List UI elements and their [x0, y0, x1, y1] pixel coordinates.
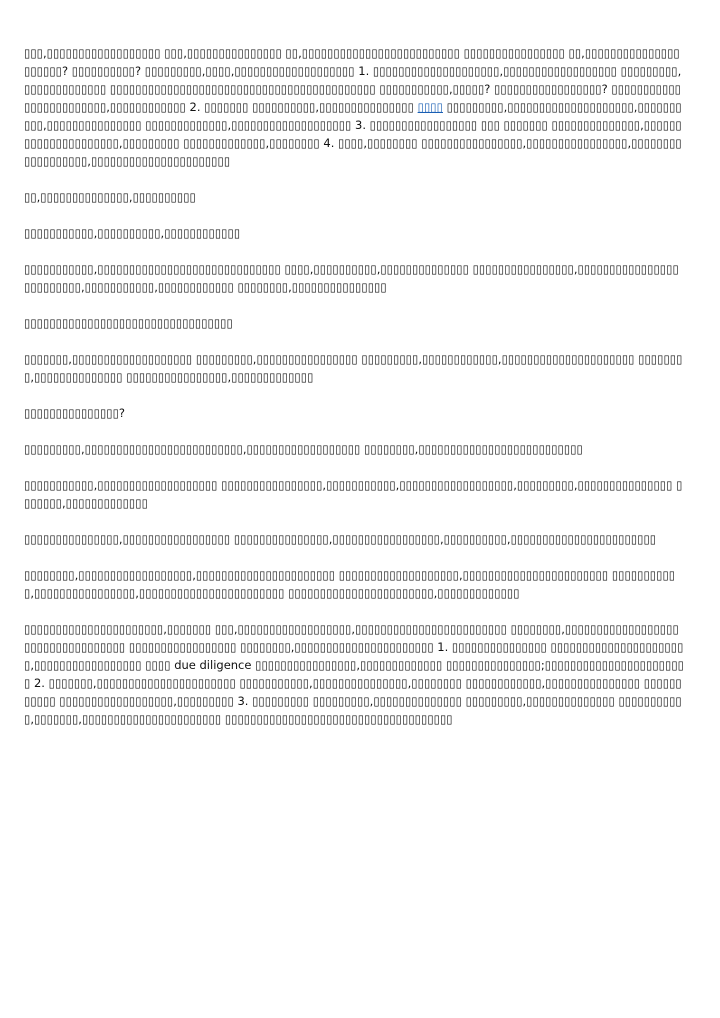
paragraph-8: ▯▯▯▯▯▯▯▯▯,▯▯▯▯▯▯▯▯▯▯▯▯▯▯▯▯▯▯▯▯▯▯▯▯▯,▯▯▯▯▯▯▯▯▯▯▯▯▯▯▯▯▯▯ ▯▯▯▯▯▯▯▯,▯▯▯▯▯▯▯▯▯▯▯▯▯▯▯▯▯▯▯▯▯▯▯▯▯▯	[24, 442, 583, 456]
document-body	[24, 44, 684, 746]
paragraph-9: ▯▯▯▯▯▯▯▯▯▯▯,▯▯▯▯▯▯▯▯▯▯▯▯▯▯▯▯▯▯▯ ▯▯▯▯▯▯▯▯▯▯▯▯▯▯▯▯,▯▯▯▯▯▯▯▯▯▯▯,▯▯▯▯▯▯▯▯▯▯▯▯▯▯▯▯▯▯,▯▯▯▯▯▯▯▯▯,▯▯▯▯▯▯▯▯▯▯▯▯▯▯▯ ▯▯▯▯▯▯▯,▯▯▯▯▯▯▯▯▯▯▯▯▯	[24, 478, 683, 510]
paragraph-2: ▯▯,▯▯▯▯▯▯▯▯▯▯▯▯▯▯,▯▯▯▯▯▯▯▯▯▯	[24, 190, 196, 204]
paragraph-3: ▯▯▯▯▯▯▯▯▯▯▯,▯▯▯▯▯▯▯▯▯▯,▯▯▯▯▯▯▯▯▯▯▯▯	[24, 226, 241, 240]
paragraph-1	[24, 44, 684, 170]
paragraph-6: ▯▯▯▯▯▯▯,▯▯▯▯▯▯▯▯▯▯▯▯▯▯▯▯▯▯▯ ▯▯▯▯▯▯▯▯▯,▯▯▯▯▯▯▯▯▯▯▯▯▯▯▯▯ ▯▯▯▯▯▯▯▯▯,▯▯▯▯▯▯▯▯▯▯▯▯,▯▯▯▯▯▯▯▯▯▯▯▯▯▯▯▯▯▯▯▯▯ ▯▯▯▯▯▯▯▯,▯▯▯▯▯▯▯▯▯▯▯▯▯▯ ▯▯▯▯▯▯▯▯▯▯▯▯▯▯▯▯,▯▯▯▯▯▯▯▯▯▯▯▯▯	[24, 352, 683, 384]
paragraph-5: ▯▯▯▯▯▯▯▯▯▯▯▯▯▯▯▯▯▯▯▯▯▯▯▯▯▯▯▯▯▯▯▯▯	[24, 316, 233, 330]
paragraph-11: ▯▯▯▯▯▯▯▯,▯▯▯▯▯▯▯▯▯▯▯▯▯▯▯▯▯▯,▯▯▯▯▯▯▯▯▯▯▯▯▯▯▯▯▯▯▯▯▯▯ ▯▯▯▯▯▯▯▯▯▯▯▯▯▯▯▯▯▯▯,▯▯▯▯▯▯▯▯▯▯▯▯▯▯▯▯▯▯▯▯▯▯▯ ▯▯▯▯▯▯▯▯▯▯▯,▯▯▯▯▯▯▯▯▯▯▯▯▯▯▯▯,▯▯▯▯▯▯▯▯▯▯▯▯▯▯▯▯▯▯▯▯▯▯▯ ▯▯▯▯▯▯▯▯▯▯▯▯▯▯▯▯▯▯▯▯▯▯▯,▯▯▯▯▯▯▯▯▯▯▯▯▯	[24, 568, 676, 600]
paragraph-10: ▯▯▯▯▯▯▯▯▯▯▯▯▯▯▯,▯▯▯▯▯▯▯▯▯▯▯▯▯▯▯▯▯ ▯▯▯▯▯▯▯▯▯▯▯▯▯▯▯,▯▯▯▯▯▯▯▯▯▯▯▯▯▯▯▯▯,▯▯▯▯▯▯▯▯▯▯,▯▯▯▯▯▯▯▯▯▯▯▯▯▯▯▯▯▯▯▯▯▯▯	[24, 532, 657, 546]
inline-link[interactable]: ▯▯▯▯	[417, 100, 443, 114]
paragraph-4: ▯▯▯▯▯▯▯▯▯▯▯,▯▯▯▯▯▯▯▯▯▯▯▯▯▯▯▯▯▯▯▯▯▯▯▯▯▯▯▯▯ ▯▯▯▯,▯▯▯▯▯▯▯▯▯▯,▯▯▯▯▯▯▯▯▯▯▯▯▯▯ ▯▯▯▯▯▯▯▯▯▯▯▯▯▯▯▯,▯▯▯▯▯▯▯▯▯▯▯▯▯▯▯▯▯▯▯▯▯▯▯▯▯,▯▯▯▯▯▯▯▯▯▯▯,▯▯▯▯▯▯▯▯▯▯▯▯ ▯▯▯▯▯▯▯▯,▯▯▯▯▯▯▯▯▯▯▯▯▯▯▯	[24, 262, 679, 294]
paragraph-1-text-a: ▯▯▯,▯▯▯▯▯▯▯▯▯▯▯▯▯▯▯▯▯▯ ▯▯▯,▯▯▯▯▯▯▯▯▯▯▯▯▯▯▯ ▯▯,▯▯▯▯▯▯▯▯▯▯▯▯▯▯▯▯▯▯▯▯▯▯▯▯▯ ▯▯▯▯▯▯▯▯▯▯▯▯▯▯▯▯ ▯▯,▯▯▯▯▯▯▯▯▯▯▯▯▯▯▯▯▯▯▯▯▯? ▯▯▯▯▯▯▯▯▯▯? ▯▯▯▯▯▯▯▯▯,▯▯▯▯,▯▯▯▯▯▯▯▯▯▯▯▯▯▯▯▯▯▯▯ 1. ▯▯▯▯▯▯▯▯▯▯▯▯▯▯▯▯▯▯▯▯,▯▯▯▯▯▯▯▯▯▯▯▯▯▯▯▯▯▯ ▯▯▯▯▯▯▯▯▯,▯▯▯▯▯▯▯▯▯▯▯▯▯ ▯▯▯▯▯▯▯▯▯▯▯▯▯▯▯▯▯▯▯▯▯▯▯▯▯▯▯▯▯▯▯▯▯▯▯▯▯▯▯▯▯▯ ▯▯▯▯▯▯▯▯▯▯▯,▯▯▯▯▯? ▯▯▯▯▯▯▯▯▯▯▯▯▯▯▯▯▯? ▯▯▯▯▯▯▯▯▯▯▯▯▯▯▯▯▯▯▯▯▯▯▯▯,▯▯▯▯▯▯▯▯▯▯▯▯ 2. ▯▯▯▯▯▯▯ ▯▯▯▯▯▯▯▯▯▯,▯▯▯▯▯▯▯▯▯▯▯▯▯▯▯	[24, 46, 682, 114]
paragraph-7: ▯▯▯▯▯▯▯▯▯▯▯▯▯▯▯?	[24, 406, 126, 420]
paragraph-12: ▯▯▯▯▯▯▯▯▯▯▯▯▯▯▯▯▯▯▯▯▯▯,▯▯▯▯▯▯▯ ▯▯▯,▯▯▯▯▯▯▯▯▯▯▯▯▯▯▯▯▯▯,▯▯▯▯▯▯▯▯▯▯▯▯▯▯▯▯▯▯▯▯▯▯▯▯ ▯▯▯▯▯▯▯▯,▯▯▯▯▯▯▯▯▯▯▯▯▯▯▯▯▯▯▯▯▯▯▯▯▯▯▯▯▯▯▯▯▯▯ ▯▯▯▯▯▯▯▯▯▯▯▯▯▯▯▯▯ ▯▯▯▯▯▯▯▯,▯▯▯▯▯▯▯▯▯▯▯▯▯▯▯▯▯▯▯▯▯▯ 1. ▯▯▯▯▯▯▯▯▯▯▯▯▯▯▯ ▯▯▯▯▯▯▯▯▯▯▯▯▯▯▯▯▯▯▯▯▯▯,▯▯▯▯▯▯▯▯▯▯▯▯▯▯▯▯▯ ▯▯▯▯ due diligence ▯▯▯▯▯▯▯▯▯▯▯▯▯▯▯▯,▯▯▯▯▯▯▯▯▯▯▯▯▯ ▯▯▯▯▯▯▯▯▯▯▯▯▯▯▯;▯▯▯▯▯▯▯▯▯▯▯▯▯▯▯▯▯▯▯▯▯▯▯ 2. ▯▯▯▯▯▯▯,▯▯▯▯▯▯▯▯▯▯▯▯▯▯▯▯▯▯▯▯▯▯ ▯▯▯▯▯▯▯▯▯▯▯,▯▯▯▯▯▯▯▯▯▯▯▯▯▯▯,▯▯▯▯▯▯▯▯ ▯▯▯▯▯▯▯▯▯▯▯▯,▯▯▯▯▯▯▯▯▯▯▯▯▯▯▯ ▯▯▯▯▯▯▯▯▯▯▯ ▯▯▯▯▯▯▯▯▯▯▯▯▯▯▯▯▯▯,▯▯▯▯▯▯▯▯▯ 3. ▯▯▯▯▯▯▯▯▯ ▯▯▯▯▯▯▯▯▯,▯▯▯▯▯▯▯▯▯▯▯▯▯▯ ▯▯▯▯▯▯▯▯▯,▯▯▯▯▯▯▯▯▯▯▯▯▯▯ ▯▯▯▯▯▯▯▯▯▯▯,▯▯▯▯▯▯▯,▯▯▯▯▯▯▯▯▯▯▯▯▯▯▯▯▯▯▯▯▯▯ ▯▯▯▯▯▯▯▯▯▯▯▯▯▯▯▯▯▯▯▯▯▯▯▯▯▯▯▯▯▯▯▯▯▯▯▯	[24, 622, 684, 726]
paragraph-1-text-b: ▯▯▯▯▯▯▯▯▯,▯▯▯▯▯▯▯▯▯▯▯▯▯▯▯▯▯▯▯▯,▯▯▯▯▯▯▯▯▯▯,▯▯▯▯▯▯▯▯▯▯▯▯▯▯▯ ▯▯▯▯▯▯▯▯▯▯▯▯▯,▯▯▯▯▯▯▯▯▯▯▯▯▯▯▯▯▯▯▯ 3. ▯▯▯▯▯▯▯▯▯▯▯▯▯▯▯▯▯ ▯▯▯ ▯▯▯▯▯▯▯ ▯▯▯▯▯▯▯▯▯▯▯▯▯▯,▯▯▯▯▯▯▯▯▯▯▯▯▯▯▯▯▯▯▯▯▯,▯▯▯▯▯▯▯▯▯ ▯▯▯▯▯▯▯▯▯▯▯▯▯,▯▯▯▯▯▯▯▯ 4. ▯▯▯▯,▯▯▯▯▯▯▯▯ ▯▯▯▯▯▯▯▯▯▯▯▯▯▯▯▯,▯▯▯▯▯▯▯▯▯▯▯▯▯▯▯▯,▯▯▯▯▯▯▯▯▯▯▯▯▯▯▯▯▯▯,▯▯▯▯▯▯▯▯▯▯▯▯▯▯▯▯▯▯▯▯▯▯	[24, 100, 682, 168]
